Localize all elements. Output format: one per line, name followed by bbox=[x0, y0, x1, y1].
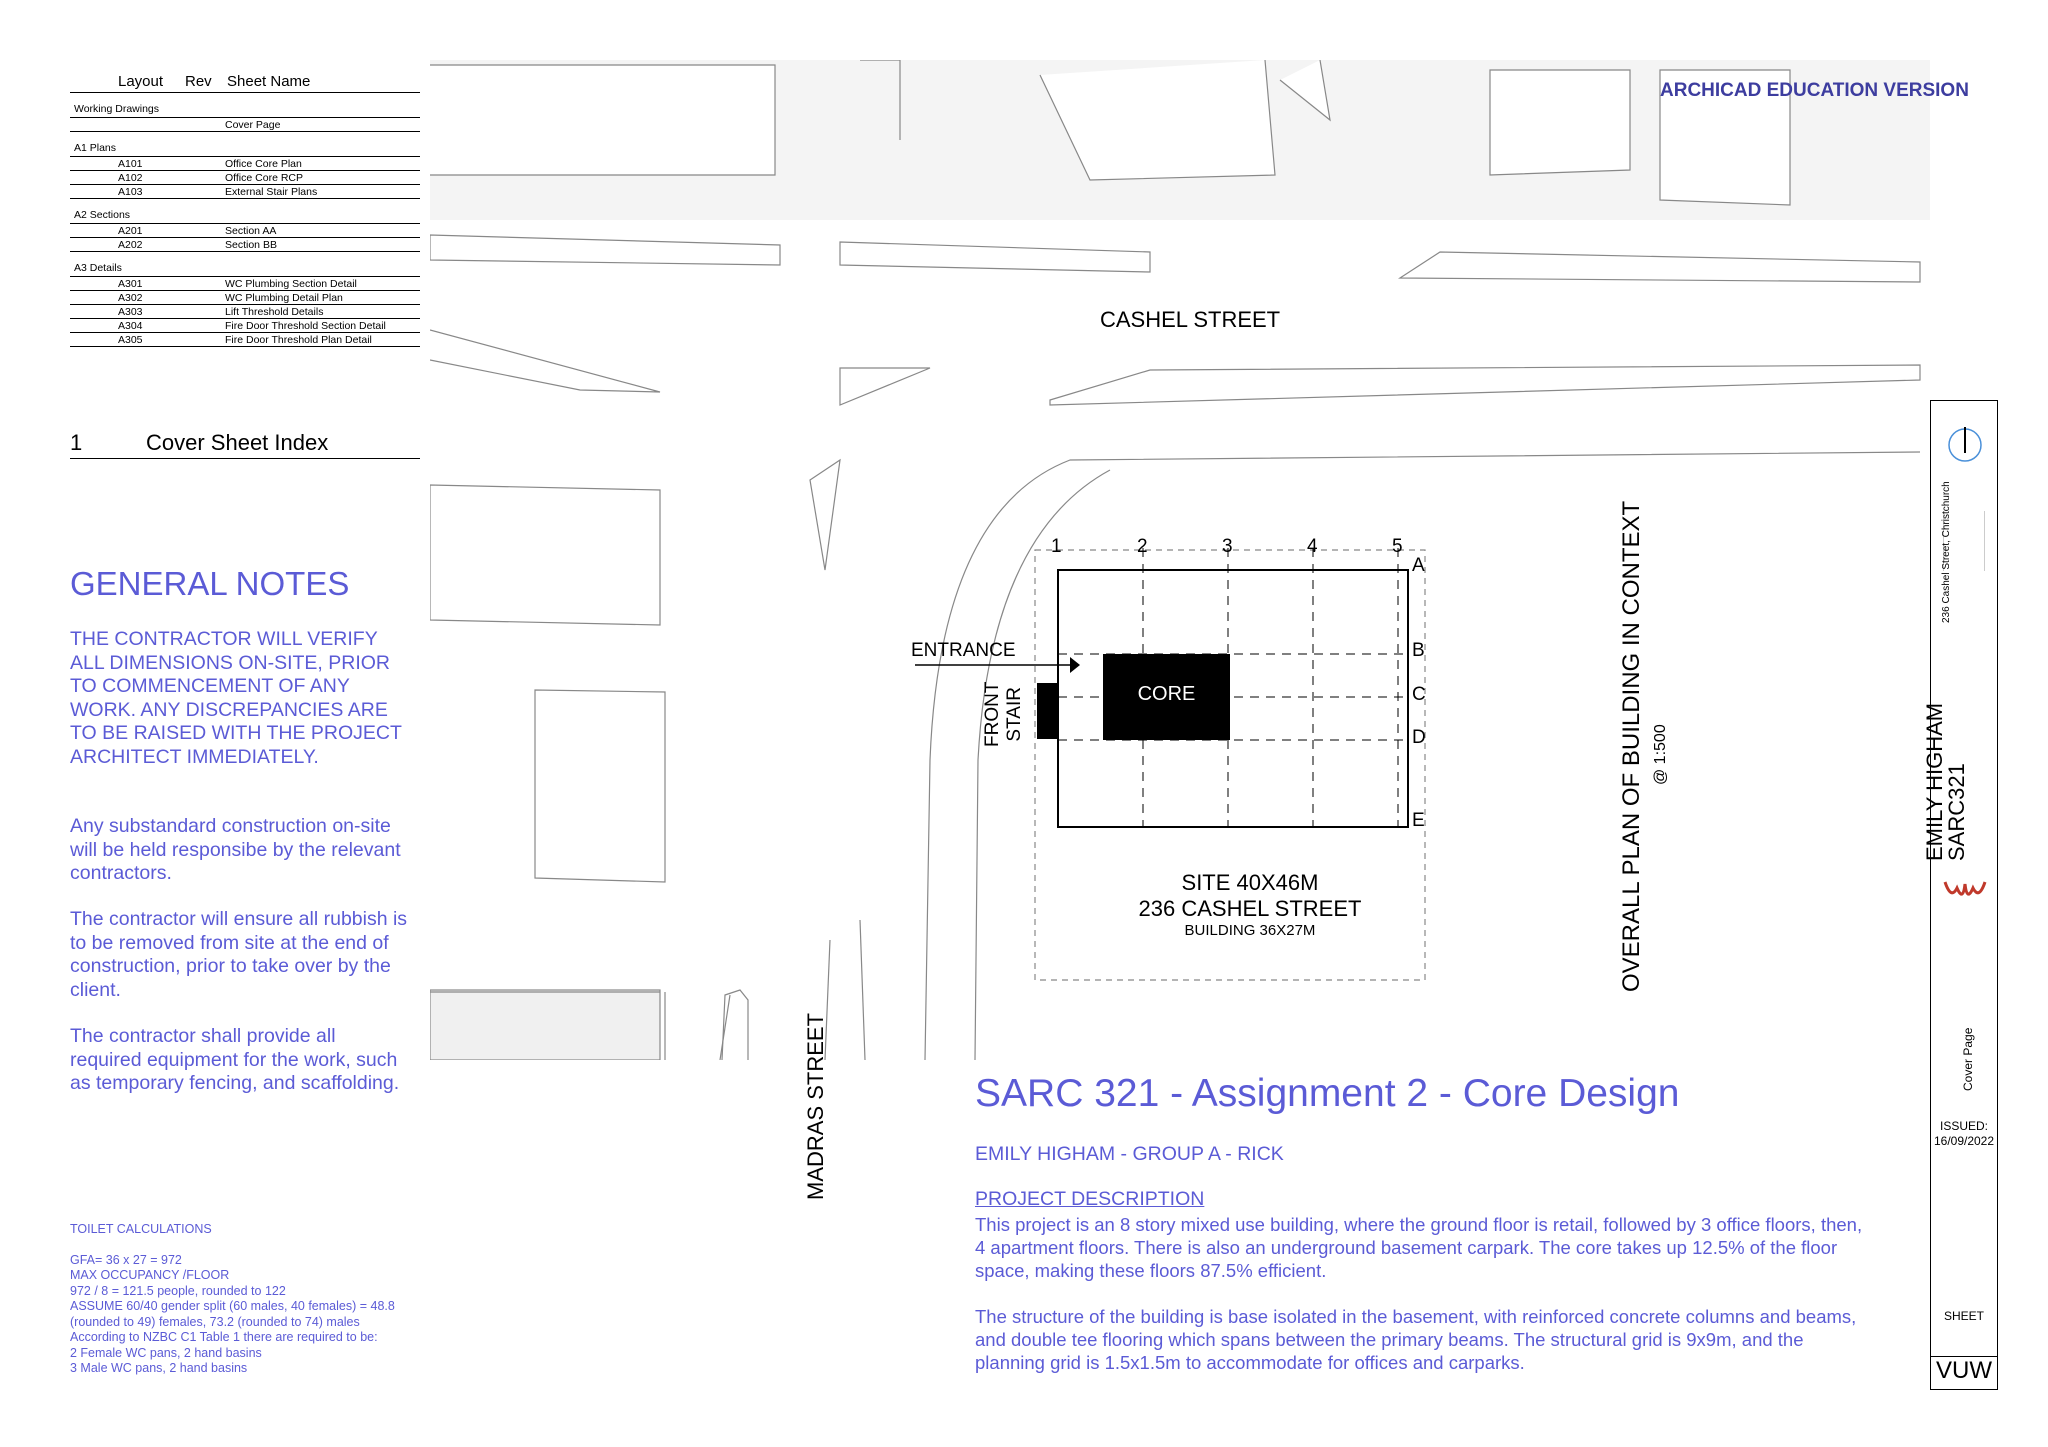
grid-letter-c: C bbox=[1412, 684, 1426, 705]
caption-number: 1 bbox=[70, 430, 83, 455]
grid-num-1: 1 bbox=[1051, 536, 1062, 557]
general-notes-title: GENERAL NOTES bbox=[70, 565, 350, 602]
sheet-name: Cover Page bbox=[225, 118, 281, 131]
tb-sheet-name: Cover Page bbox=[1961, 1027, 1975, 1091]
sheet-layout-code: A201 bbox=[118, 224, 143, 237]
tb-issued-date: 16/09/2022 bbox=[1933, 1134, 1995, 1148]
sheet-row bbox=[70, 333, 420, 347]
map-curb bbox=[810, 460, 840, 570]
site-address: 236 CASHEL STREET bbox=[1138, 896, 1362, 921]
map-curb bbox=[430, 235, 780, 265]
sheet-name: Fire Door Threshold Plan Detail bbox=[225, 333, 372, 346]
col-rev: Rev bbox=[185, 72, 212, 90]
sheet-name: External Stair Plans bbox=[225, 185, 318, 198]
tb-institution: VUW bbox=[1931, 1356, 1997, 1385]
front-stair-label-line: FRONT bbox=[982, 681, 1003, 747]
sheet-group-title: A2 Sections bbox=[70, 205, 420, 224]
front-stair-block bbox=[1037, 683, 1058, 739]
tb-issued-label: ISSUED: bbox=[1939, 1119, 1988, 1133]
grid-num-2: 2 bbox=[1137, 536, 1148, 557]
description-heading: PROJECT DESCRIPTION bbox=[975, 1188, 1205, 1210]
grid-num-3: 3 bbox=[1222, 536, 1233, 557]
tb-name: EMILY HIGHAM bbox=[1922, 702, 1947, 861]
sheet-name: Section AA bbox=[225, 224, 277, 237]
sheet-name: WC Plumbing Section Detail bbox=[225, 277, 357, 290]
sheet-group-title: Working Drawings bbox=[70, 99, 420, 118]
toilet-calculations bbox=[70, 1222, 430, 1377]
university-logo-icon bbox=[1943, 876, 1987, 902]
sheet-index bbox=[70, 70, 420, 347]
grid-letter-b: B bbox=[1412, 640, 1425, 661]
sheet-layout-code: A303 bbox=[118, 305, 143, 318]
sheet-layout-code: A304 bbox=[118, 319, 143, 332]
description-paragraph-1: This project is an 8 story mixed use building, where the ground floor is retail, followed by 3 office floors, then, 4 apartment floors. There is also an underground basement carpark. The core takes up 12.5% of the floor space, making these floors 87.5% efficient. bbox=[975, 1214, 1863, 1281]
sheet-layout-code: A102 bbox=[118, 171, 143, 184]
description-paragraph-2: The structure of the building is base isolated in the basement, with reinforced concrete columns and beams, and double tee flooring which spans between the primary beams. The structural grid is 9x9m, and the planning grid is 1.5x1.5m to accommodate for offices and carparks. bbox=[975, 1306, 1857, 1373]
sheet-row bbox=[70, 185, 420, 199]
street-label-cashel: CASHEL STREET bbox=[1100, 307, 1281, 332]
sheet-layout-code: A103 bbox=[118, 185, 143, 198]
toilet-line: MAX OCCUPANCY /FLOOR bbox=[70, 1268, 230, 1282]
sheet-row bbox=[70, 118, 420, 132]
col-layout: Layout bbox=[118, 72, 164, 90]
front-stair-label-line: STAIR bbox=[1004, 687, 1025, 742]
map-curb bbox=[840, 242, 1150, 272]
tb-address: 236 Cashel Street, Christchurch bbox=[1941, 481, 1952, 623]
tb-name-course bbox=[1924, 703, 1968, 861]
map-building bbox=[430, 485, 660, 625]
sheet-row bbox=[70, 319, 420, 333]
project-title: SARC 321 - Assignment 2 - Core Design bbox=[975, 1072, 1680, 1115]
sheet-layout-code: A301 bbox=[118, 277, 143, 290]
map-curb bbox=[430, 330, 660, 392]
sheet-group-title: A3 Details bbox=[70, 258, 420, 277]
index-caption bbox=[70, 430, 420, 459]
map-building bbox=[430, 990, 660, 1060]
watermark: ARCHICAD EDUCATION VERSION bbox=[1660, 80, 1969, 101]
sheet-name: WC Plumbing Detail Plan bbox=[225, 291, 343, 304]
sheet-row bbox=[70, 224, 420, 238]
north-arrow-icon bbox=[1945, 423, 1985, 463]
tb-issued bbox=[1925, 1119, 2003, 1149]
building-size: BUILDING 36X27M bbox=[1184, 922, 1316, 939]
sheet-row bbox=[70, 238, 420, 252]
map-curb bbox=[1050, 365, 1920, 405]
sheet-layout-code: A202 bbox=[118, 238, 143, 251]
map-curb bbox=[840, 368, 930, 405]
note-4: The contractor shall provide all required equipment for the work, such as temporary fencing, and scaffolding. bbox=[70, 1025, 400, 1094]
map-site-curve bbox=[975, 470, 1110, 1060]
sheet-name: Fire Door Threshold Section Detail bbox=[225, 319, 386, 332]
col-sheet-name: Sheet Name bbox=[227, 72, 311, 90]
sheet-row bbox=[70, 277, 420, 291]
grid-num-4: 4 bbox=[1307, 536, 1318, 557]
sheet-row bbox=[70, 291, 420, 305]
grid-letter-e: E bbox=[1412, 810, 1425, 831]
plan-title: OVERALL PLAN OF BUILDING IN CONTEXT bbox=[1618, 500, 1645, 992]
grid-num-5: 5 bbox=[1392, 536, 1403, 557]
note-2: Any substandard construction on-site will be held responsibe by the relevant contractors. bbox=[70, 815, 401, 884]
map-road-line bbox=[860, 920, 865, 1060]
toilet-line: According to NZBC C1 Table 1 there are required to be: bbox=[70, 1330, 378, 1344]
toilet-line: 2 Female WC pans, 2 hand basins bbox=[70, 1345, 262, 1360]
caption-title: Cover Sheet Index bbox=[146, 430, 329, 455]
sheet-index-header bbox=[70, 70, 420, 93]
grid-letter-a: A bbox=[1412, 555, 1425, 576]
sheet-name: Office Core RCP bbox=[225, 171, 303, 184]
map-site-curve bbox=[925, 452, 1920, 1060]
map-curb bbox=[1400, 252, 1920, 282]
toilet-line: 972 / 8 = 121.5 people, rounded to 122 bbox=[70, 1283, 286, 1298]
sheet-name: Office Core Plan bbox=[225, 157, 302, 170]
note-1: THE CONTRACTOR WILL VERIFY ALL DIMENSIONS ON-SITE, PRIOR TO COMMENCEMENT OF ANY WORK. ANY DISCREPANCIES ARE TO BE RAISED WITH THE PROJECT ARCHITECT IMMEDIATELY. bbox=[70, 628, 402, 768]
note-3: The contractor will ensure all rubbish is to be removed from site at the end of construction, prior to take over by the client. bbox=[70, 908, 408, 1001]
sheet-name: Section BB bbox=[225, 238, 277, 251]
sheet-row bbox=[70, 157, 420, 171]
sheet-name: Lift Threshold Details bbox=[225, 305, 324, 318]
street-label-madras: MADRAS STREET bbox=[803, 1012, 828, 1200]
entrance-arrow-icon bbox=[1070, 657, 1080, 673]
entrance-label: ENTRANCE bbox=[911, 640, 1016, 661]
tb-course: SARC321 bbox=[1944, 763, 1969, 861]
sheet-layout-code: A101 bbox=[118, 157, 143, 170]
grid-letter-d: D bbox=[1412, 727, 1426, 748]
map-building bbox=[535, 690, 665, 882]
toilet-line: 3 Male WC pans, 2 hand basins bbox=[70, 1361, 248, 1375]
author-line: EMILY HIGHAM - GROUP A - RICK bbox=[975, 1143, 1284, 1165]
sheet-row bbox=[70, 171, 420, 185]
tb-sheet-label: SHEET bbox=[1943, 1309, 1984, 1323]
toilet-line: ASSUME 60/40 gender split (60 males, 40 females) = 48.8 (rounded to 49) females, 73.2 (rounded to 74) males bbox=[70, 1299, 395, 1329]
front-stair-label bbox=[982, 682, 1026, 747]
sheet-group-title: A1 Plans bbox=[70, 138, 420, 157]
toilet-line: GFA= 36 x 27 = 972 bbox=[70, 1252, 182, 1267]
site-label bbox=[1110, 870, 1390, 940]
core-label: CORE bbox=[1137, 683, 1196, 705]
map-building bbox=[1490, 70, 1630, 175]
plan-scale: @ 1:500 bbox=[1652, 724, 1669, 785]
sheet-layout-code: A302 bbox=[118, 291, 143, 304]
toilet-title: TOILET CALCULATIONS bbox=[70, 1222, 212, 1236]
map-building bbox=[430, 65, 775, 175]
site-size: SITE 40X46M bbox=[1181, 870, 1319, 895]
title-block bbox=[1922, 400, 1998, 1390]
sheet-row bbox=[70, 305, 420, 319]
sheet-layout-code: A305 bbox=[118, 333, 143, 346]
